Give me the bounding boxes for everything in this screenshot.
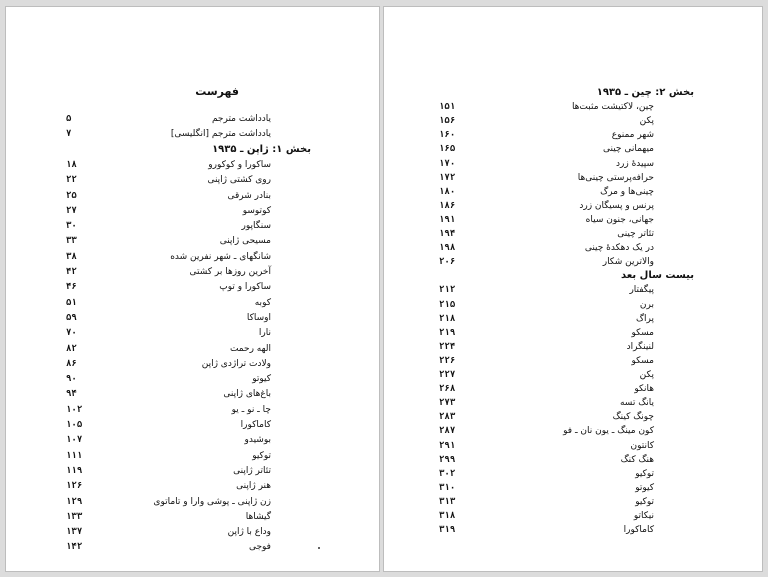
toc-entry bbox=[439, 341, 699, 353]
toc-page-number: ۲۱۲ bbox=[439, 285, 456, 296]
toc-entry bbox=[439, 496, 699, 508]
toc-page-number: ۱۰۵ bbox=[66, 420, 83, 430]
toc-entry-title: مسیحی ژاپنی bbox=[219, 236, 271, 247]
toc-entry bbox=[66, 343, 316, 355]
toc-entry bbox=[66, 266, 316, 278]
toc-entry-title: پرنس و پسیگان زرد bbox=[579, 200, 654, 211]
toc-entry bbox=[439, 369, 699, 381]
toc-entry bbox=[439, 299, 699, 311]
toc-entry bbox=[66, 496, 316, 508]
toc-page-number: ۸۲ bbox=[66, 343, 77, 354]
toc-entry bbox=[66, 465, 316, 477]
toc-page-number: ۱۲۹ bbox=[66, 496, 83, 507]
toc-page-number: ۱۱۹ bbox=[66, 465, 83, 476]
toc-entry bbox=[66, 281, 316, 293]
toc-page-number: ۲۲۶ bbox=[439, 355, 456, 366]
toc-page-number: ۴۲ bbox=[66, 267, 77, 277]
toc-entry bbox=[439, 129, 699, 141]
toc-page-number: ۱۰۲ bbox=[66, 404, 83, 415]
toc-entry bbox=[439, 101, 699, 113]
toc-page-number: ۱۴۲ bbox=[66, 542, 83, 553]
toc-page-number: ۲۱۹ bbox=[439, 327, 456, 338]
toc-entry-title: شانگهای ـ شهر نفرین شده bbox=[170, 251, 271, 262]
toc-entry-title: میهمانی چینی bbox=[603, 144, 654, 155]
toc-entry bbox=[66, 190, 316, 202]
toc-entry-title: مسکو bbox=[631, 327, 654, 338]
toc-page-number: ۳۸ bbox=[66, 251, 77, 262]
toc-entry bbox=[439, 143, 699, 155]
toc-section-heading bbox=[66, 144, 316, 156]
toc-entry bbox=[439, 214, 699, 226]
toc-page-number: ۴۶ bbox=[66, 282, 77, 293]
toc-entry-title: توکیو bbox=[635, 496, 654, 507]
toc-page-number: ۲۲۴ bbox=[439, 341, 456, 352]
toc-page-number: ۱۵۱ bbox=[439, 102, 456, 113]
toc-page-number: ۱۹۴ bbox=[439, 229, 456, 239]
toc-entry bbox=[439, 383, 699, 395]
toc-entry bbox=[66, 450, 316, 462]
toc-page-number: ۲۵ bbox=[66, 190, 77, 201]
toc-page-number: ۲۷ bbox=[66, 205, 77, 216]
toc-entry bbox=[66, 511, 316, 523]
toc-entry-title: چونگ کینگ bbox=[612, 412, 654, 423]
toc-entry bbox=[66, 404, 316, 416]
toc-page-number: ۷۰ bbox=[66, 328, 77, 339]
toc-entry-title: چین، لاکتیشت مثبت‌ها bbox=[571, 102, 654, 113]
toc-entry-title: شهر ممنوع bbox=[611, 130, 654, 141]
toc-entry bbox=[439, 355, 699, 367]
toc-page-number: ۵ bbox=[66, 114, 72, 124]
toc-page-number: ۲۸۳ bbox=[439, 412, 456, 423]
toc-page-number: ۱۹۸ bbox=[439, 243, 456, 254]
toc-entry bbox=[66, 541, 316, 553]
toc-entry-title: ولادت تراژدی ژاپن bbox=[201, 358, 271, 369]
toc-page-number: ۱۹۱ bbox=[439, 214, 456, 225]
toc-entry-title: کاماکورا bbox=[240, 420, 271, 430]
toc-entry-title: سنگاپور bbox=[241, 221, 271, 232]
toc-entry bbox=[439, 524, 699, 536]
page-mark bbox=[318, 547, 320, 549]
toc-entry bbox=[439, 411, 699, 423]
toc-entry bbox=[439, 186, 699, 198]
toc-entry-title: هنر ژاپنی bbox=[236, 481, 271, 492]
toc-page-number: ۲۰۶ bbox=[439, 257, 456, 268]
toc-entry-title: نیکاتو bbox=[633, 511, 654, 521]
toc-page-number: ۱۸ bbox=[66, 159, 77, 170]
toc-entry-title: زن ژاپنی ـ پوشی وارا و تاماتوی bbox=[153, 496, 271, 507]
toc-page-number: ۳۱۸ bbox=[439, 511, 456, 521]
toc-entry bbox=[439, 510, 699, 522]
toc-entry-title: چا ـ نو ـ یو bbox=[231, 404, 271, 415]
toc-entry-title: چینی‌ها و مرگ bbox=[600, 186, 654, 197]
toc-entry bbox=[66, 480, 316, 492]
toc-entry-title: هانکو bbox=[634, 384, 654, 395]
toc-entry bbox=[66, 159, 316, 171]
toc-page-number: ۲۸۷ bbox=[439, 426, 456, 437]
toc-entry-title: الهه رحمت bbox=[229, 343, 271, 354]
toc-page-number: ۵۹ bbox=[66, 312, 77, 323]
toc-entry-title: گیشاها bbox=[245, 511, 271, 522]
toc-page-number: ۲۱۸ bbox=[439, 313, 456, 324]
toc-entry-title: باغ‌های ژاپنی bbox=[223, 389, 271, 400]
toc-page-number: ۱۱۱ bbox=[66, 450, 83, 461]
toc-page-number: ۸۶ bbox=[66, 358, 77, 369]
toc-page-number: ۳۳ bbox=[66, 236, 77, 247]
toc-page-number: ۱۳۷ bbox=[66, 527, 83, 538]
toc-entry-title: بخش ۲: چین ـ ۱۹۳۵ bbox=[596, 87, 694, 98]
toc-entry bbox=[66, 113, 316, 125]
toc-entry bbox=[439, 454, 699, 466]
toc-entry-title: روی کشتی ژاپنی bbox=[207, 175, 271, 186]
toc-entry-title: توکیو bbox=[252, 450, 271, 461]
toc-page-number: ۲۷۳ bbox=[439, 398, 456, 409]
toc-entry-title: تئاتر ژاپنی bbox=[233, 465, 271, 476]
toc-section-heading bbox=[439, 270, 699, 282]
toc-entry-title: وداع با ژاپن bbox=[227, 527, 271, 538]
toc-entry-title: یانگ تسه bbox=[619, 398, 654, 409]
toc-entry-title: پیگفتار bbox=[629, 285, 654, 296]
toc-entry-title: کانتون bbox=[630, 440, 654, 451]
toc-page-number: ۱۶۰ bbox=[439, 130, 456, 141]
toc-title: فهرست bbox=[195, 85, 239, 98]
toc-entry-title: اوساکا bbox=[246, 312, 271, 323]
toc-entry bbox=[439, 313, 699, 325]
toc-entry-title: پراگ bbox=[635, 313, 654, 324]
toc-entry-title: بخش ۱: ژاپن ـ ۱۹۳۵ bbox=[212, 143, 311, 155]
toc-page-number: ۲۶۸ bbox=[439, 384, 456, 395]
toc-entry-title: کوبه bbox=[254, 297, 271, 308]
toc-page-number: ۹۰ bbox=[66, 374, 77, 385]
toc-page-number: ۱۰۷ bbox=[66, 435, 83, 446]
toc-page-number: ۳۱۰ bbox=[439, 482, 456, 493]
toc-page-number: ۹۴ bbox=[66, 389, 77, 400]
toc-page-number: ۲۲ bbox=[66, 175, 77, 186]
left-page bbox=[5, 6, 380, 572]
toc-page-number: ۱۲۶ bbox=[66, 481, 83, 492]
toc-entry-title: توکیو bbox=[635, 468, 654, 479]
toc-entry bbox=[439, 158, 699, 170]
toc-entry-title: جهانی، جنون سیاه bbox=[585, 214, 654, 225]
toc-entry-title: کوتوسو bbox=[242, 205, 271, 216]
toc-page-number: ۱۷۲ bbox=[439, 172, 456, 183]
toc-entry bbox=[439, 327, 699, 339]
toc-entry-title: یادداشت مترجم [انگلیسی] bbox=[170, 129, 271, 140]
toc-entry-title: یادداشت مترجم bbox=[211, 114, 271, 124]
toc-entry-title: پکن bbox=[639, 370, 654, 380]
toc-entry-title: بیست سال بعد bbox=[620, 270, 694, 282]
toc-entry bbox=[66, 388, 316, 400]
toc-page-number: ۳۰ bbox=[66, 221, 77, 232]
toc-entry bbox=[439, 256, 699, 268]
toc-page-number: ۳۰۲ bbox=[439, 468, 456, 479]
toc-entry-title: بنادر شرقی bbox=[227, 190, 271, 201]
toc-page-number: ۲۹۹ bbox=[439, 454, 456, 465]
toc-page-number: ۵۱ bbox=[66, 297, 77, 308]
toc-entry bbox=[439, 172, 699, 184]
toc-entry-title: کیوتو bbox=[252, 374, 271, 385]
toc-entry bbox=[66, 373, 316, 385]
toc-entry-title: والاترین شکار bbox=[602, 257, 654, 268]
right-page bbox=[383, 6, 763, 572]
toc-entry bbox=[66, 174, 316, 186]
toc-section-heading bbox=[439, 87, 699, 99]
toc-entry bbox=[439, 468, 699, 480]
toc-entry-title: برن bbox=[639, 299, 654, 310]
toc-entry bbox=[439, 228, 699, 240]
toc-entry-title: لنینگراد bbox=[626, 341, 654, 352]
toc-page-number: ۲۹۱ bbox=[439, 440, 456, 451]
toc-entry bbox=[66, 312, 316, 324]
toc-entry-title: سپیدهٔ زرد bbox=[616, 158, 654, 169]
toc-entry bbox=[66, 526, 316, 538]
toc-entry-title: ساکورا و توپ bbox=[219, 282, 271, 293]
toc-page-number: ۳۱۳ bbox=[439, 496, 456, 507]
toc-page-number: ۲۱۵ bbox=[439, 299, 456, 310]
toc-entry bbox=[66, 251, 316, 263]
toc-page-number: ۱۷۰ bbox=[439, 158, 456, 169]
toc-entry bbox=[66, 434, 316, 446]
toc-entry bbox=[66, 358, 316, 370]
toc-page-number: ۱۵۶ bbox=[439, 116, 456, 127]
toc-entry-title: پکن bbox=[639, 116, 654, 127]
toc-entry bbox=[66, 327, 316, 339]
toc-entry-title: ساکورا و کوکورو bbox=[208, 159, 271, 170]
toc-entry-title: هنگ کنگ bbox=[620, 454, 654, 465]
toc-entry bbox=[66, 205, 316, 217]
toc-entry-title: آخرین روزها بر کشتی bbox=[189, 267, 271, 277]
toc-entry bbox=[439, 115, 699, 127]
toc-entry-title: کاماکورا bbox=[623, 525, 654, 536]
toc-entry bbox=[439, 425, 699, 437]
toc-page-number: ۲۲۷ bbox=[439, 370, 456, 380]
toc-entry bbox=[439, 440, 699, 452]
toc-entry-title: کیوتو bbox=[635, 482, 654, 493]
toc-page-number: ۱۳۳ bbox=[66, 511, 83, 522]
toc-entry bbox=[439, 242, 699, 254]
toc-entry-title: تئاتر چینی bbox=[617, 229, 654, 239]
toc-page-number: ۱۶۵ bbox=[439, 144, 456, 155]
toc-entry bbox=[439, 397, 699, 409]
toc-entry bbox=[66, 128, 316, 140]
toc-entry bbox=[66, 297, 316, 309]
toc-entry-title: مسکو bbox=[631, 355, 654, 366]
toc-entry-title: حرافه‌پرستی چینی‌ها bbox=[577, 172, 654, 183]
toc-entry bbox=[439, 200, 699, 212]
toc-entry-title: در یک دهکدهٔ چینی bbox=[584, 243, 654, 254]
toc-entry-title: نارا bbox=[258, 328, 271, 339]
toc-entry-title: بوشیدو bbox=[244, 435, 271, 446]
toc-page-number: ۱۸۰ bbox=[439, 186, 456, 197]
toc-page-number: ۷ bbox=[66, 129, 72, 140]
toc-entry bbox=[66, 419, 316, 431]
toc-entry-title: فوجی bbox=[248, 542, 271, 553]
toc-page-number: ۱۸۶ bbox=[439, 200, 456, 211]
toc-entry bbox=[439, 284, 699, 296]
toc-entry bbox=[66, 235, 316, 247]
toc-page-number: ۳۱۹ bbox=[439, 525, 456, 536]
toc-entry-title: کون مینگ ـ یون نان ـ فو bbox=[563, 426, 654, 437]
toc-entry bbox=[439, 482, 699, 494]
toc-entry bbox=[66, 220, 316, 232]
